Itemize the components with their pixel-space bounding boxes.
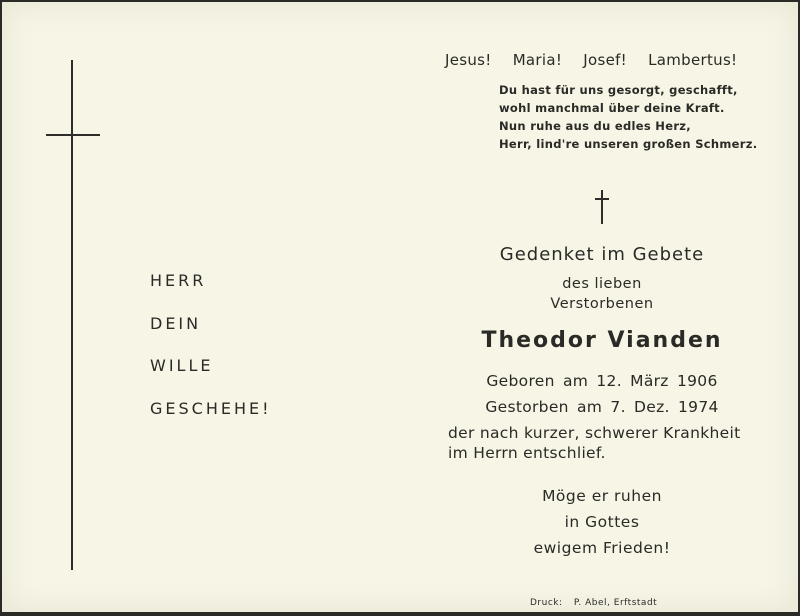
subheading-line: des lieben — [562, 276, 642, 292]
left-word: GESCHEHE! — [150, 398, 272, 418]
left-word: WILLE — [150, 356, 214, 375]
poem — [499, 81, 757, 153]
subheading-line: Verstorbenen — [550, 296, 654, 312]
holy-name: Josef! — [583, 51, 627, 69]
death-date: Gestorben am 7. Dez. 1974 — [485, 398, 719, 416]
poem-line: Nun ruhe aus du edles Herz, — [499, 119, 691, 133]
holy-names — [445, 51, 765, 69]
left-inscription — [150, 260, 272, 430]
memorial-card — [2, 2, 798, 612]
left-word: DEIN — [150, 313, 202, 333]
left-word: HERR — [150, 271, 207, 290]
closing-line: in Gottes — [564, 513, 640, 531]
poem-line: Herr, lind're unseren großen Schmerz. — [499, 137, 758, 151]
holy-name: Maria! — [512, 51, 563, 69]
heading: Gedenket im Gebete — [499, 244, 705, 265]
text-line: im Herrn entschlief. — [448, 444, 606, 462]
birth-date: Geboren am 12. März 1906 — [486, 372, 718, 390]
printer-credit — [530, 598, 665, 608]
deceased-name: Theodor Vianden — [481, 328, 723, 353]
large-cross-vertical — [71, 60, 73, 570]
text-line: der nach kurzer, schwerer Krankheit — [448, 424, 741, 442]
printer-name: P. Abel, Erftstadt — [573, 598, 658, 608]
large-cross-horizontal — [46, 134, 100, 136]
closing-line: ewigem Frieden! — [533, 539, 671, 557]
poem-line: Du hast für uns gesorgt, geschafft, — [499, 83, 738, 97]
holy-name: Lambertus! — [648, 51, 738, 69]
printer-label: Druck: — [530, 598, 563, 608]
small-cross-icon — [592, 190, 614, 224]
holy-name: Jesus! — [445, 51, 492, 69]
closing-line: Möge er ruhen — [542, 487, 662, 505]
poem-line: wohl manchmal über deine Kraft. — [499, 101, 725, 115]
